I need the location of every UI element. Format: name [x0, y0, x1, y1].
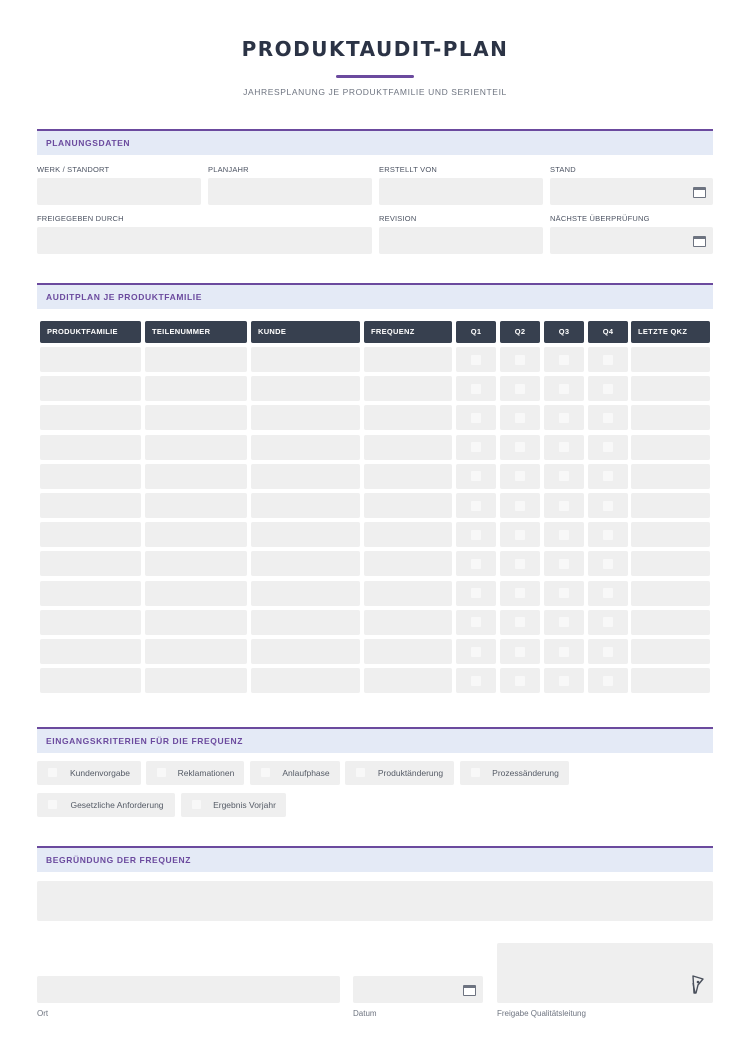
label-planjahr: PLANJAHR: [208, 165, 249, 174]
checkbox-icon[interactable]: [559, 676, 569, 686]
produktfamilie-cell[interactable]: [40, 347, 141, 372]
kunde-cell[interactable]: [251, 522, 360, 547]
produktfamilie-cell[interactable]: [40, 581, 141, 606]
letzte-qkz-cell[interactable]: [631, 581, 710, 606]
ort-label: Ort: [37, 1009, 49, 1018]
checkbox-icon[interactable]: [559, 471, 569, 481]
q3-cell[interactable]: [544, 405, 584, 430]
header-q3: Q3: [544, 321, 584, 343]
q4-cell[interactable]: [588, 347, 628, 372]
begruendung-textarea[interactable]: [37, 881, 713, 921]
checkbox-icon[interactable]: [471, 617, 481, 627]
criteria-option-kundenvorgabe[interactable]: [37, 761, 141, 785]
produktfamilie-cell[interactable]: [40, 435, 141, 460]
label-erstellt: ERSTELLT VON: [379, 165, 437, 174]
label-werk: WERK / STANDORT: [37, 165, 110, 174]
section-planungsdaten: [37, 129, 713, 155]
kunde-cell[interactable]: [251, 376, 360, 401]
teilenummer-cell[interactable]: [145, 347, 247, 372]
section-title: EINGANGSKRITERIEN FÜR DIE FREQUENZ: [46, 736, 244, 746]
option-label: Reklamationen: [177, 768, 235, 778]
checkbox-icon[interactable]: [603, 647, 613, 657]
stand-date-field[interactable]: [550, 178, 713, 205]
checkbox-icon[interactable]: [515, 530, 525, 540]
q2-cell[interactable]: [500, 639, 540, 664]
frequenz-cell[interactable]: [364, 493, 452, 518]
q4-cell[interactable]: [588, 464, 628, 489]
label-stand: STAND: [550, 165, 576, 174]
checkbox-icon[interactable]: [603, 588, 613, 598]
pen-icon: [691, 975, 705, 995]
option-label: Anlaufphase: [282, 768, 330, 778]
q2-cell[interactable]: [500, 435, 540, 460]
produktfamilie-cell[interactable]: [40, 551, 141, 576]
kunde-cell[interactable]: [251, 581, 360, 606]
kunde-cell[interactable]: [251, 668, 360, 693]
q1-cell[interactable]: [456, 551, 496, 576]
frequenz-cell[interactable]: [364, 376, 452, 401]
checkbox-icon[interactable]: [471, 588, 481, 598]
teilenummer-cell[interactable]: [145, 581, 247, 606]
header-kunde: KUNDE: [251, 321, 360, 343]
letzte-qkz-cell[interactable]: [631, 405, 710, 430]
teilenummer-cell[interactable]: [145, 493, 247, 518]
header-teilenummer: TEILENUMMER: [145, 321, 247, 343]
teilenummer-cell[interactable]: [145, 522, 247, 547]
checkbox-icon[interactable]: [559, 530, 569, 540]
label-naechste: NÄCHSTE ÜBERPRÜFUNG: [550, 214, 650, 223]
ort-field[interactable]: [37, 976, 340, 1003]
q2-cell[interactable]: [500, 405, 540, 430]
q4-cell[interactable]: [588, 435, 628, 460]
checkbox-icon[interactable]: [559, 617, 569, 627]
kunde-cell[interactable]: [251, 405, 360, 430]
q2-cell[interactable]: [500, 581, 540, 606]
q2-cell[interactable]: [500, 493, 540, 518]
frequenz-cell[interactable]: [364, 668, 452, 693]
label-revision: REVISION: [379, 214, 417, 223]
erstellt-field[interactable]: [379, 178, 543, 205]
q3-cell[interactable]: [544, 581, 584, 606]
q3-cell[interactable]: [544, 464, 584, 489]
letzte-qkz-cell[interactable]: [631, 376, 710, 401]
calendar-icon[interactable]: [463, 985, 476, 996]
checkbox-icon[interactable]: [471, 501, 481, 511]
kunde-cell[interactable]: [251, 610, 360, 635]
frequenz-cell[interactable]: [364, 347, 452, 372]
q3-cell[interactable]: [544, 493, 584, 518]
checkbox-icon[interactable]: [559, 413, 569, 423]
section-kriterien: [37, 727, 713, 753]
q1-cell[interactable]: [456, 522, 496, 547]
checkbox-icon[interactable]: [603, 471, 613, 481]
teilenummer-cell[interactable]: [145, 405, 247, 430]
q4-cell[interactable]: [588, 376, 628, 401]
page-title: PRODUKTAUDIT-PLAN: [241, 37, 509, 61]
criteria-option-vorjahr[interactable]: [181, 793, 286, 817]
produktfamilie-cell[interactable]: [40, 668, 141, 693]
checkbox-icon[interactable]: [515, 617, 525, 627]
q2-cell[interactable]: [500, 668, 540, 693]
q3-cell[interactable]: [544, 668, 584, 693]
letzte-qkz-cell[interactable]: [631, 347, 710, 372]
criteria-option-produktaenderung[interactable]: [345, 761, 454, 785]
checkbox-icon[interactable]: [559, 647, 569, 657]
produktfamilie-cell[interactable]: [40, 464, 141, 489]
frequenz-cell[interactable]: [364, 551, 452, 576]
q4-cell[interactable]: [588, 639, 628, 664]
kunde-cell[interactable]: [251, 639, 360, 664]
q3-cell[interactable]: [544, 522, 584, 547]
frequenz-cell[interactable]: [364, 639, 452, 664]
produktfamilie-cell[interactable]: [40, 376, 141, 401]
teilenummer-cell[interactable]: [145, 435, 247, 460]
produktfamilie-cell[interactable]: [40, 639, 141, 664]
q4-cell[interactable]: [588, 405, 628, 430]
checkbox-icon[interactable]: [261, 768, 270, 777]
q4-cell[interactable]: [588, 551, 628, 576]
checkbox-icon[interactable]: [515, 647, 525, 657]
checkbox-icon[interactable]: [192, 800, 201, 809]
option-label: Produktänderung: [377, 768, 444, 778]
checkbox-icon[interactable]: [471, 384, 481, 394]
calendar-icon[interactable]: [693, 187, 706, 198]
section-title: AUDITPLAN JE PRODUKTFAMILIE: [46, 292, 202, 302]
frequenz-cell[interactable]: [364, 435, 452, 460]
teilenummer-cell[interactable]: [145, 376, 247, 401]
produktfamilie-cell[interactable]: [40, 493, 141, 518]
frequenz-cell[interactable]: [364, 405, 452, 430]
kunde-cell[interactable]: [251, 435, 360, 460]
checkbox-icon[interactable]: [515, 559, 525, 569]
header-frequenz: FREQUENZ: [364, 321, 452, 343]
checkbox-icon[interactable]: [515, 413, 525, 423]
checkbox-icon[interactable]: [515, 384, 525, 394]
letzte-qkz-cell[interactable]: [631, 551, 710, 576]
datum-field[interactable]: [353, 976, 483, 1003]
criteria-option-prozessaenderung[interactable]: [460, 761, 569, 785]
checkbox-icon[interactable]: [603, 617, 613, 627]
letzte-qkz-cell[interactable]: [631, 610, 710, 635]
q3-cell[interactable]: [544, 347, 584, 372]
q1-cell[interactable]: [456, 639, 496, 664]
checkbox-icon[interactable]: [515, 676, 525, 686]
frequenz-cell[interactable]: [364, 522, 452, 547]
teilenummer-cell[interactable]: [145, 610, 247, 635]
checkbox-icon[interactable]: [471, 355, 481, 365]
option-label: Kundenvorgabe: [69, 768, 131, 778]
checkbox-icon[interactable]: [157, 768, 166, 777]
header-q4: Q4: [588, 321, 628, 343]
checkbox-icon[interactable]: [471, 413, 481, 423]
q2-cell[interactable]: [500, 464, 540, 489]
frequenz-cell[interactable]: [364, 581, 452, 606]
q1-cell[interactable]: [456, 610, 496, 635]
checkbox-icon[interactable]: [559, 501, 569, 511]
naechste-date-field[interactable]: [550, 227, 713, 254]
title-underline: [336, 75, 414, 78]
q3-cell[interactable]: [544, 435, 584, 460]
q1-cell[interactable]: [456, 405, 496, 430]
revision-field[interactable]: [379, 227, 543, 254]
q2-cell[interactable]: [500, 610, 540, 635]
q1-cell[interactable]: [456, 435, 496, 460]
checkbox-icon[interactable]: [471, 530, 481, 540]
q4-cell[interactable]: [588, 493, 628, 518]
produktfamilie-cell[interactable]: [40, 405, 141, 430]
checkbox-icon[interactable]: [471, 559, 481, 569]
checkbox-icon[interactable]: [559, 588, 569, 598]
q1-cell[interactable]: [456, 668, 496, 693]
checkbox-icon[interactable]: [515, 442, 525, 452]
q1-cell[interactable]: [456, 493, 496, 518]
teilenummer-cell[interactable]: [145, 464, 247, 489]
letzte-qkz-cell[interactable]: [631, 464, 710, 489]
criteria-option-reklamationen[interactable]: [146, 761, 244, 785]
q3-cell[interactable]: [544, 639, 584, 664]
produktfamilie-cell[interactable]: [40, 522, 141, 547]
checkbox-icon[interactable]: [603, 501, 613, 511]
q1-cell[interactable]: [456, 581, 496, 606]
header-produktfamilie: PRODUKTFAMILIE: [40, 321, 141, 343]
checkbox-icon[interactable]: [603, 355, 613, 365]
checkbox-icon[interactable]: [559, 442, 569, 452]
q3-cell[interactable]: [544, 376, 584, 401]
teilenummer-cell[interactable]: [145, 551, 247, 576]
teilenummer-cell[interactable]: [145, 639, 247, 664]
checkbox-icon[interactable]: [471, 442, 481, 452]
checkbox-icon[interactable]: [471, 647, 481, 657]
option-label: Ergebnis Vorjahr: [213, 800, 276, 810]
q1-cell[interactable]: [456, 464, 496, 489]
section-begruendung: [37, 846, 713, 872]
checkbox-icon[interactable]: [559, 384, 569, 394]
checkbox-icon[interactable]: [559, 559, 569, 569]
q2-cell[interactable]: [500, 347, 540, 372]
q4-cell[interactable]: [588, 610, 628, 635]
q2-cell[interactable]: [500, 376, 540, 401]
criteria-option-anlaufphase[interactable]: [250, 761, 340, 785]
werk-field[interactable]: [37, 178, 201, 205]
checkbox-icon[interactable]: [515, 355, 525, 365]
planjahr-field[interactable]: [208, 178, 372, 205]
kunde-cell[interactable]: [251, 464, 360, 489]
q1-cell[interactable]: [456, 376, 496, 401]
checkbox-icon[interactable]: [515, 588, 525, 598]
q4-cell[interactable]: [588, 668, 628, 693]
checkbox-icon[interactable]: [48, 768, 57, 777]
frequenz-cell[interactable]: [364, 464, 452, 489]
option-label: Prozessänderung: [492, 768, 559, 778]
checkbox-icon[interactable]: [471, 676, 481, 686]
kunde-cell[interactable]: [251, 551, 360, 576]
checkbox-icon[interactable]: [603, 384, 613, 394]
checkbox-icon[interactable]: [559, 355, 569, 365]
section-title: PLANUNGSDATEN: [46, 138, 131, 148]
letzte-qkz-cell[interactable]: [631, 668, 710, 693]
letzte-qkz-cell[interactable]: [631, 639, 710, 664]
letzte-qkz-cell[interactable]: [631, 435, 710, 460]
q3-cell[interactable]: [544, 610, 584, 635]
header-q2: Q2: [500, 321, 540, 343]
q3-cell[interactable]: [544, 551, 584, 576]
label-freigegeben: FREIGEGEBEN DURCH: [37, 214, 124, 223]
checkbox-icon[interactable]: [48, 800, 57, 809]
checkbox-icon[interactable]: [603, 559, 613, 569]
checkbox-icon[interactable]: [471, 768, 480, 777]
checkbox-icon[interactable]: [603, 413, 613, 423]
calendar-icon[interactable]: [693, 236, 706, 247]
checkbox-icon[interactable]: [356, 768, 365, 777]
checkbox-icon[interactable]: [471, 471, 481, 481]
freigabe-label: Freigabe Qualitätsleitung: [497, 1009, 586, 1018]
criteria-option-gesetzlich[interactable]: [37, 793, 175, 817]
q2-cell[interactable]: [500, 522, 540, 547]
q1-cell[interactable]: [456, 347, 496, 372]
freigegeben-field[interactable]: [37, 227, 372, 254]
checkbox-icon[interactable]: [603, 676, 613, 686]
signature-field[interactable]: [497, 943, 713, 1003]
teilenummer-cell[interactable]: [145, 668, 247, 693]
q4-cell[interactable]: [588, 522, 628, 547]
checkbox-icon[interactable]: [515, 501, 525, 511]
section-auditplan: [37, 283, 713, 309]
q4-cell[interactable]: [588, 581, 628, 606]
checkbox-icon[interactable]: [603, 530, 613, 540]
kunde-cell[interactable]: [251, 347, 360, 372]
page-subtitle: JAHRESPLANUNG JE PRODUKTFAMILIE UND SERIENTEIL: [243, 87, 507, 97]
frequenz-cell[interactable]: [364, 610, 452, 635]
checkbox-icon[interactable]: [603, 442, 613, 452]
q2-cell[interactable]: [500, 551, 540, 576]
header-letzte-qkz: LETZTE QKZ: [631, 321, 710, 343]
header-q1: Q1: [456, 321, 496, 343]
letzte-qkz-cell[interactable]: [631, 493, 710, 518]
section-title: BEGRÜNDUNG DER FREQUENZ: [46, 855, 192, 865]
datum-label: Datum: [353, 1009, 377, 1018]
kunde-cell[interactable]: [251, 493, 360, 518]
checkbox-icon[interactable]: [515, 471, 525, 481]
produktfamilie-cell[interactable]: [40, 610, 141, 635]
option-label: Gesetzliche Anforderung: [70, 800, 164, 810]
letzte-qkz-cell[interactable]: [631, 522, 710, 547]
